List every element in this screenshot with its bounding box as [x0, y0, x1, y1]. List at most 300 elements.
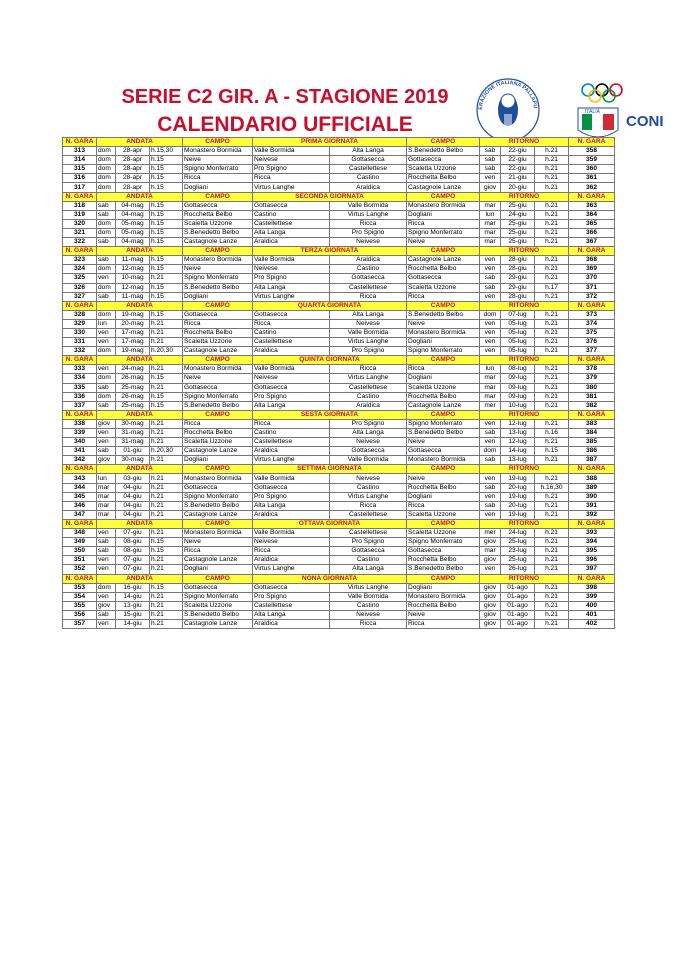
match-number: 349	[63, 538, 97, 547]
date: 12-mag	[116, 265, 150, 274]
return-venue: Spigno Monferrato	[407, 228, 480, 237]
return-day: sab	[480, 429, 501, 438]
return-day: ven	[480, 328, 501, 337]
campo-header: CAMPO	[183, 574, 253, 583]
date: 04-giu	[116, 483, 150, 492]
venue: Castagnole Lanze	[183, 238, 253, 247]
time: h.15	[150, 228, 183, 237]
ritorno-header: RITORNO	[480, 519, 569, 528]
campo-header: CAMPO	[407, 138, 480, 147]
venue: Monastero Bormida	[183, 529, 253, 538]
return-day: giov	[480, 601, 501, 610]
time: h.21	[150, 510, 183, 519]
round-title: PRIMA GIORNATA	[253, 138, 407, 147]
home-team: Virtus Langhe	[253, 456, 330, 465]
return-venue: Monastero Bormida	[407, 456, 480, 465]
return-venue: Rocchetta Belbo	[407, 483, 480, 492]
match-number: 333	[63, 365, 97, 374]
return-match-number: 377	[569, 347, 615, 356]
date: 08-giu	[116, 538, 150, 547]
return-venue: Gottasecca	[407, 447, 480, 456]
table-row	[63, 328, 615, 337]
return-day: mar	[480, 374, 501, 383]
return-day: ven	[480, 292, 501, 301]
return-date: 07-lug	[501, 310, 535, 319]
home-team: Castellettese	[253, 438, 330, 447]
return-time: h.21	[535, 201, 569, 210]
return-match-number: 383	[569, 419, 615, 428]
time: h.15	[150, 583, 183, 592]
return-day: sab	[480, 147, 501, 156]
time: h.21	[150, 610, 183, 619]
return-date: 24-lug	[501, 529, 535, 538]
date: 13-giu	[116, 601, 150, 610]
round-header	[63, 465, 615, 474]
return-time: h.21	[535, 274, 569, 283]
away-team: Ricca	[330, 501, 407, 510]
n-gara-header: N. GARA	[569, 138, 615, 147]
campo-header: CAMPO	[183, 192, 253, 201]
return-match-number: 381	[569, 392, 615, 401]
return-date: 09-lug	[501, 383, 535, 392]
date: 04-mag	[116, 210, 150, 219]
return-date: 05-lug	[501, 319, 535, 328]
return-time: h.21	[535, 538, 569, 547]
venue: Neive	[183, 374, 253, 383]
away-team: Alta Langa	[330, 310, 407, 319]
return-date: 25-giu	[501, 238, 535, 247]
away-team: Ricca	[330, 219, 407, 228]
match-number: 354	[63, 592, 97, 601]
return-match-number: 386	[569, 447, 615, 456]
table-row	[63, 283, 615, 292]
venue: S.Benedetto Belbo	[183, 401, 253, 410]
return-date: 22-giu	[501, 156, 535, 165]
day: ven	[97, 619, 116, 628]
round-title: SETTIMA GIORNATA	[253, 465, 407, 474]
return-match-number: 389	[569, 483, 615, 492]
date: 24-mag	[116, 365, 150, 374]
match-number: 345	[63, 492, 97, 501]
time: h.15	[150, 238, 183, 247]
return-time: h.21	[535, 510, 569, 519]
return-time: h.21	[535, 156, 569, 165]
match-number: 331	[63, 338, 97, 347]
return-venue: Ricca	[407, 619, 480, 628]
return-match-number: 388	[569, 474, 615, 483]
time: h.21	[150, 492, 183, 501]
away-team: Neivese	[330, 610, 407, 619]
day: ven	[97, 565, 116, 574]
time: h.21	[150, 529, 183, 538]
time: h.21	[150, 474, 183, 483]
return-match-number: 399	[569, 592, 615, 601]
day: dom	[97, 147, 116, 156]
return-date: 19-lug	[501, 492, 535, 501]
round-header	[63, 138, 615, 147]
return-date: 10-lug	[501, 401, 535, 410]
return-match-number: 378	[569, 365, 615, 374]
home-team: Araldica	[253, 238, 330, 247]
return-venue: Rocchetta Belbo	[407, 601, 480, 610]
andata-header: ANDATA	[97, 574, 183, 583]
calendar-table	[62, 137, 615, 629]
return-day: dom	[480, 310, 501, 319]
home-team: Valle Bormida	[253, 365, 330, 374]
return-day: sab	[480, 156, 501, 165]
return-venue: Castagnole Lanze	[407, 401, 480, 410]
n-gara-header: N. GARA	[569, 356, 615, 365]
away-team: Castino	[330, 392, 407, 401]
return-match-number: 362	[569, 183, 615, 192]
day: dom	[97, 265, 116, 274]
date: 04-mag	[116, 238, 150, 247]
return-date: 25-lug	[501, 538, 535, 547]
home-team: Alta Langa	[253, 610, 330, 619]
home-team: Gottasecca	[253, 310, 330, 319]
date: 07-giu	[116, 565, 150, 574]
day: sab	[97, 210, 116, 219]
ritorno-header: RITORNO	[480, 574, 569, 583]
away-team: Gottasecca	[330, 274, 407, 283]
away-team: Valle Bormida	[330, 592, 407, 601]
return-venue: Gottasecca	[407, 156, 480, 165]
day: ven	[97, 274, 116, 283]
olympic-rings-icon	[582, 84, 622, 102]
round-header	[63, 247, 615, 256]
return-match-number: 369	[569, 265, 615, 274]
date: 12-mag	[116, 283, 150, 292]
round-header	[63, 410, 615, 419]
document-title: SERIE C2 GIR. A - STAGIONE 2019	[121, 86, 449, 108]
venue: Castagnole Lanze	[183, 619, 253, 628]
table-row	[63, 419, 615, 428]
day: dom	[97, 165, 116, 174]
home-team: Gottasecca	[253, 201, 330, 210]
return-venue: Rocchetta Belbo	[407, 392, 480, 401]
table-row	[63, 365, 615, 374]
campo-header: CAMPO	[183, 410, 253, 419]
campo-header: CAMPO	[407, 301, 480, 310]
time: h.21	[150, 501, 183, 510]
time: h.15	[150, 256, 183, 265]
table-row	[63, 201, 615, 210]
venue: Neive	[183, 156, 253, 165]
table-row	[63, 383, 615, 392]
return-time: h.21	[535, 619, 569, 628]
away-team: Valle Bormida	[330, 456, 407, 465]
return-date: 19-lug	[501, 510, 535, 519]
return-venue: Rocchetta Belbo	[407, 174, 480, 183]
return-time: h.21	[535, 501, 569, 510]
day: ven	[97, 556, 116, 565]
match-number: 344	[63, 483, 97, 492]
match-number: 355	[63, 601, 97, 610]
venue: Monastero Bormida	[183, 474, 253, 483]
date: 20-mag	[116, 319, 150, 328]
match-number: 321	[63, 228, 97, 237]
andata-header: ANDATA	[97, 519, 183, 528]
date: 19-mag	[116, 310, 150, 319]
return-day: lun	[480, 365, 501, 374]
date: 03-giu	[116, 474, 150, 483]
time: h.15	[150, 201, 183, 210]
return-venue: Gottasecca	[407, 547, 480, 556]
campo-header: CAMPO	[407, 356, 480, 365]
return-day: ven	[480, 319, 501, 328]
home-team: Virtus Langhe	[253, 183, 330, 192]
table-row	[63, 228, 615, 237]
table-row	[63, 174, 615, 183]
day: dom	[97, 583, 116, 592]
time: h.21	[150, 429, 183, 438]
date: 07-giu	[116, 529, 150, 538]
time: h.15	[150, 219, 183, 228]
away-team: Gottasecca	[330, 447, 407, 456]
time: h.21	[150, 383, 183, 392]
return-venue: Castagnole Lanze	[407, 183, 480, 192]
home-team: Gottasecca	[253, 383, 330, 392]
match-number: 319	[63, 210, 97, 219]
match-number: 342	[63, 456, 97, 465]
return-time: h.21	[535, 565, 569, 574]
date: 04-mag	[116, 201, 150, 210]
return-date: 21-giu	[501, 174, 535, 183]
day: mar	[97, 492, 116, 501]
home-team: Pro Spigno	[253, 492, 330, 501]
round-header	[63, 574, 615, 583]
return-match-number: 365	[569, 219, 615, 228]
return-venue: Dogliani	[407, 583, 480, 592]
match-number: 332	[63, 347, 97, 356]
return-match-number: 379	[569, 374, 615, 383]
round-title: TERZA GIORNATA	[253, 247, 407, 256]
return-match-number: 400	[569, 601, 615, 610]
table-row	[63, 338, 615, 347]
table-row	[63, 456, 615, 465]
date: 08-giu	[116, 547, 150, 556]
home-team: Virtus Langhe	[253, 565, 330, 574]
campo-header: CAMPO	[407, 519, 480, 528]
table-row	[63, 474, 615, 483]
document-subtitle: CALENDARIO UFFICIALE	[157, 113, 413, 136]
away-team: Neivese	[330, 319, 407, 328]
return-venue: Dogliani	[407, 338, 480, 347]
home-team: Alta Langa	[253, 228, 330, 237]
date: 15-giu	[116, 610, 150, 619]
return-day: mar	[480, 201, 501, 210]
match-number: 336	[63, 392, 97, 401]
venue: Gottasecca	[183, 383, 253, 392]
return-day: ven	[480, 565, 501, 574]
table-row	[63, 510, 615, 519]
return-match-number: 392	[569, 510, 615, 519]
home-team: Ricca	[253, 174, 330, 183]
table-row	[63, 538, 615, 547]
home-team: Neivese	[253, 374, 330, 383]
ritorno-header: RITORNO	[480, 465, 569, 474]
return-match-number: 367	[569, 238, 615, 247]
day: giov	[97, 456, 116, 465]
fipap-logo-text: ERAZIONE ITALIANA PALLAPU	[477, 79, 538, 111]
ritorno-header: RITORNO	[480, 301, 569, 310]
return-day: ven	[480, 419, 501, 428]
table-row	[63, 265, 615, 274]
match-number: 322	[63, 238, 97, 247]
return-match-number: 385	[569, 438, 615, 447]
match-number: 357	[63, 619, 97, 628]
match-number: 356	[63, 610, 97, 619]
day: sab	[97, 238, 116, 247]
return-venue: Castagnole Lanze	[407, 256, 480, 265]
return-time: h.21	[535, 219, 569, 228]
return-match-number: 358	[569, 147, 615, 156]
table-row	[63, 583, 615, 592]
day: sab	[97, 383, 116, 392]
venue: S.Benedetto Belbo	[183, 501, 253, 510]
away-team: Castellettese	[330, 529, 407, 538]
day: mar	[97, 483, 116, 492]
date: 25-mag	[116, 383, 150, 392]
match-number: 317	[63, 183, 97, 192]
return-match-number: 390	[569, 492, 615, 501]
date: 28-apr	[116, 183, 150, 192]
return-day: ven	[480, 347, 501, 356]
away-team: Ricca	[330, 365, 407, 374]
return-time: h.21	[535, 438, 569, 447]
day: ven	[97, 365, 116, 374]
away-team: Valle Bormida	[330, 201, 407, 210]
return-day: sab	[480, 165, 501, 174]
return-venue: Scaletta Uzzone	[407, 283, 480, 292]
away-team: Araldica	[330, 256, 407, 265]
match-number: 320	[63, 219, 97, 228]
return-venue: Rocchetta Belbo	[407, 556, 480, 565]
return-date: 12-lug	[501, 438, 535, 447]
return-match-number: 370	[569, 274, 615, 283]
time: h.15,30	[150, 147, 183, 156]
return-venue: Neive	[407, 474, 480, 483]
return-time: h.16,30	[535, 483, 569, 492]
return-day: mar	[480, 392, 501, 401]
venue: Rocchetta Belbo	[183, 328, 253, 337]
return-match-number: 391	[569, 501, 615, 510]
away-team: Castino	[330, 556, 407, 565]
away-team: Castellettese	[330, 510, 407, 519]
venue: Rocchetta Belbo	[183, 429, 253, 438]
date: 17-mag	[116, 328, 150, 337]
table-row	[63, 529, 615, 538]
match-number: 323	[63, 256, 97, 265]
home-team: Castellettese	[253, 338, 330, 347]
return-time: h.15	[535, 447, 569, 456]
table-row	[63, 592, 615, 601]
away-team: Ricca	[330, 619, 407, 628]
return-date: 01-ago	[501, 610, 535, 619]
return-match-number: 380	[569, 383, 615, 392]
date: 31-mag	[116, 429, 150, 438]
return-time: h.21	[535, 474, 569, 483]
return-date: 05-lug	[501, 338, 535, 347]
return-day: ven	[480, 438, 501, 447]
match-number: 328	[63, 310, 97, 319]
campo-header: CAMPO	[407, 247, 480, 256]
match-number: 330	[63, 328, 97, 337]
day: sab	[97, 201, 116, 210]
return-time: h.21	[535, 592, 569, 601]
home-team: Castellettese	[253, 219, 330, 228]
return-day: mar	[480, 228, 501, 237]
return-time: h.21	[535, 238, 569, 247]
home-team: Araldica	[253, 619, 330, 628]
round-title: OTTAVA GIORNATA	[253, 519, 407, 528]
table-row	[63, 319, 615, 328]
n-gara-header: N. GARA	[569, 519, 615, 528]
return-date: 28-giu	[501, 292, 535, 301]
return-day: ven	[480, 265, 501, 274]
return-venue: Monastero Bormida	[407, 592, 480, 601]
venue: Ricca	[183, 174, 253, 183]
time: h.21	[150, 556, 183, 565]
table-row	[63, 619, 615, 628]
away-team: Gottasecca	[330, 547, 407, 556]
table-row	[63, 183, 615, 192]
return-date: 13-lug	[501, 456, 535, 465]
return-time: h.21	[535, 419, 569, 428]
home-team: Araldica	[253, 510, 330, 519]
campo-header: CAMPO	[183, 465, 253, 474]
table-row	[63, 610, 615, 619]
venue: S.Benedetto Belbo	[183, 610, 253, 619]
match-number: 351	[63, 556, 97, 565]
return-time: h.21	[535, 392, 569, 401]
return-time: h.21	[535, 292, 569, 301]
time: h.15	[150, 165, 183, 174]
time: h.15	[150, 547, 183, 556]
match-number: 343	[63, 474, 97, 483]
n-gara-header: N. GARA	[569, 301, 615, 310]
campo-header: CAMPO	[407, 574, 480, 583]
n-gara-header: N. GARA	[569, 192, 615, 201]
date: 04-giu	[116, 510, 150, 519]
venue: Scaletta Uzzone	[183, 601, 253, 610]
away-team: Neivese	[330, 238, 407, 247]
date: 26-mag	[116, 374, 150, 383]
away-team: Neivese	[330, 474, 407, 483]
fipap-logo	[468, 68, 668, 148]
return-day: giov	[480, 556, 501, 565]
table-row	[63, 310, 615, 319]
return-venue: S.Benedetto Belbo	[407, 147, 480, 156]
home-team: Neivese	[253, 156, 330, 165]
home-team: Pro Spigno	[253, 592, 330, 601]
return-time: h.21	[535, 365, 569, 374]
home-team: Ricca	[253, 419, 330, 428]
return-match-number: 402	[569, 619, 615, 628]
venue: Monastero Bormida	[183, 147, 253, 156]
campo-header: CAMPO	[183, 301, 253, 310]
day: ven	[97, 328, 116, 337]
table-row	[63, 147, 615, 156]
andata-header: ANDATA	[97, 247, 183, 256]
return-time: h.21	[535, 265, 569, 274]
return-date: 28-giu	[501, 256, 535, 265]
match-number: 350	[63, 547, 97, 556]
return-date: 23-lug	[501, 547, 535, 556]
return-date: 19-lug	[501, 474, 535, 483]
return-venue: Scaletta Uzzone	[407, 165, 480, 174]
table-row	[63, 438, 615, 447]
